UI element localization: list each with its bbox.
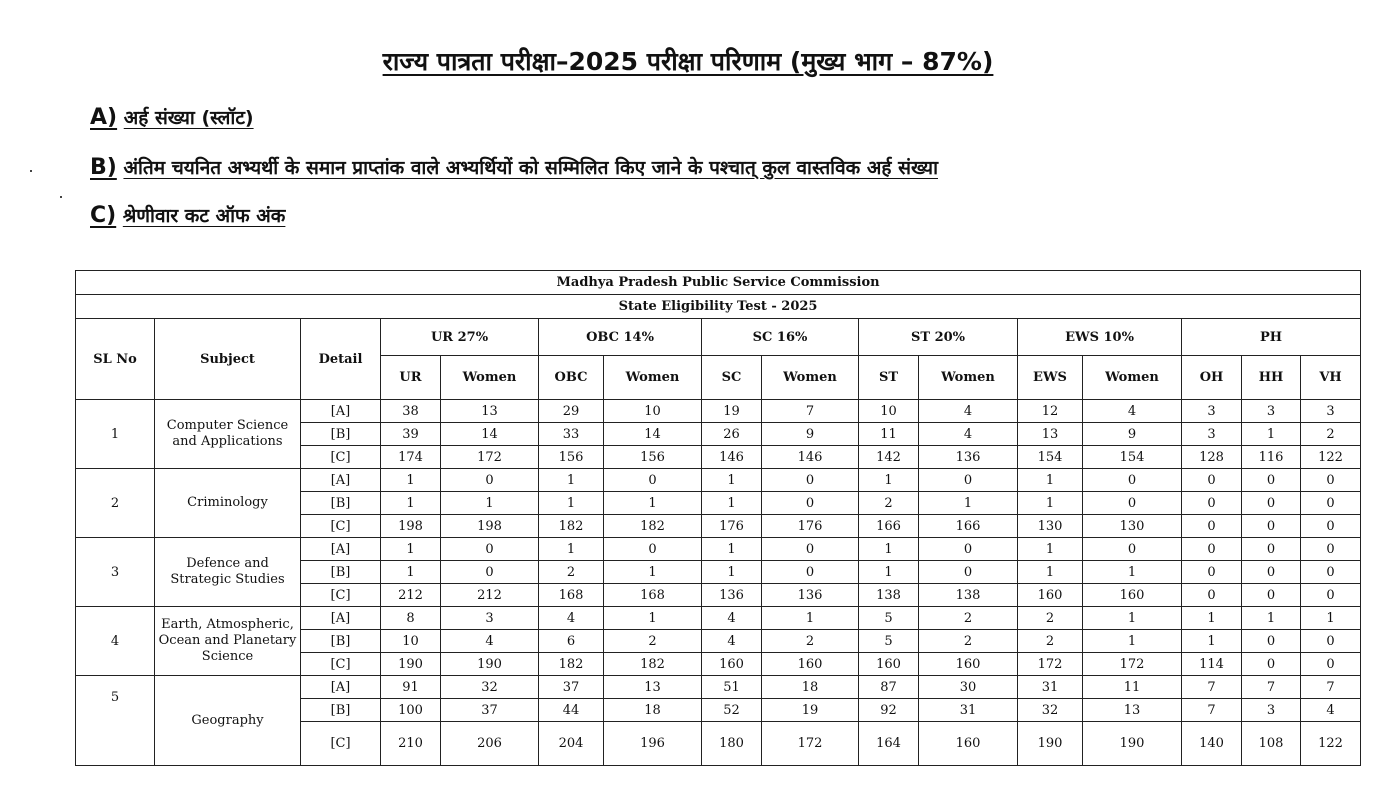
value-cell: 1: [604, 607, 702, 630]
value-cell: 182: [539, 515, 604, 538]
value-cell: 0: [762, 561, 859, 584]
value-cell: 10: [381, 630, 441, 653]
value-cell: 160: [919, 722, 1018, 766]
value-cell: 0: [1182, 469, 1242, 492]
value-cell: 11: [859, 423, 919, 446]
detail-cell: [C]: [301, 722, 381, 766]
value-cell: 2: [919, 607, 1018, 630]
value-cell: 9: [762, 423, 859, 446]
subcol-header: Women: [1083, 356, 1182, 400]
value-cell: 7: [1182, 676, 1242, 699]
value-cell: 1: [539, 492, 604, 515]
value-cell: 1: [604, 492, 702, 515]
sl-no-cell: 4: [76, 607, 155, 676]
value-cell: 0: [1301, 653, 1361, 676]
value-cell: 1: [859, 538, 919, 561]
value-cell: 91: [381, 676, 441, 699]
value-cell: 1: [1182, 630, 1242, 653]
value-cell: 7: [762, 400, 859, 423]
value-cell: 114: [1182, 653, 1242, 676]
value-cell: 12: [1018, 400, 1083, 423]
value-cell: 172: [1018, 653, 1083, 676]
value-cell: 11: [1083, 676, 1182, 699]
value-cell: 5: [859, 607, 919, 630]
value-cell: 0: [919, 538, 1018, 561]
value-cell: 0: [1083, 538, 1182, 561]
value-cell: 14: [604, 423, 702, 446]
subcol-header: Women: [762, 356, 859, 400]
value-cell: 13: [441, 400, 539, 423]
subcol-header: Women: [604, 356, 702, 400]
value-cell: 146: [702, 446, 762, 469]
value-cell: 0: [1182, 584, 1242, 607]
sl-no-cell: 3: [76, 538, 155, 607]
col-subject: Subject: [155, 319, 301, 400]
value-cell: 7: [1301, 676, 1361, 699]
value-cell: 1: [859, 561, 919, 584]
table-row: [76, 607, 1361, 630]
value-cell: 176: [702, 515, 762, 538]
group-header: UR 27%: [381, 319, 539, 356]
value-cell: 0: [1242, 584, 1301, 607]
value-cell: 1: [1018, 538, 1083, 561]
value-cell: 176: [762, 515, 859, 538]
value-cell: 4: [1301, 699, 1361, 722]
value-cell: 18: [604, 699, 702, 722]
value-cell: 1: [1083, 630, 1182, 653]
detail-cell: [C]: [301, 515, 381, 538]
detail-cell: [B]: [301, 630, 381, 653]
value-cell: 1: [919, 492, 1018, 515]
value-cell: 138: [859, 584, 919, 607]
value-cell: 166: [859, 515, 919, 538]
value-cell: 136: [702, 584, 762, 607]
value-cell: 37: [539, 676, 604, 699]
value-cell: 18: [762, 676, 859, 699]
value-cell: 210: [381, 722, 441, 766]
value-cell: 0: [919, 469, 1018, 492]
value-cell: 3: [1242, 400, 1301, 423]
value-cell: 116: [1242, 446, 1301, 469]
value-cell: 166: [919, 515, 1018, 538]
value-cell: 206: [441, 722, 539, 766]
value-cell: 1: [762, 607, 859, 630]
value-cell: 9: [1083, 423, 1182, 446]
value-cell: 160: [859, 653, 919, 676]
value-cell: 1: [381, 469, 441, 492]
value-cell: 1: [1018, 469, 1083, 492]
value-cell: 136: [762, 584, 859, 607]
value-cell: 154: [1018, 446, 1083, 469]
sl-no-cell: 1: [76, 400, 155, 469]
value-cell: 3: [1301, 400, 1361, 423]
subcol-header: OBC: [539, 356, 604, 400]
sl-no-cell: 2: [76, 469, 155, 538]
value-cell: 1: [381, 561, 441, 584]
value-cell: 0: [604, 538, 702, 561]
value-cell: 2: [859, 492, 919, 515]
table-row: [76, 538, 1361, 561]
value-cell: 7: [1242, 676, 1301, 699]
value-cell: 0: [1242, 653, 1301, 676]
subcol-header: Women: [441, 356, 539, 400]
value-cell: 2: [1301, 423, 1361, 446]
value-cell: 1: [1018, 561, 1083, 584]
org-header: Madhya Pradesh Public Service Commission: [76, 271, 1361, 295]
value-cell: 1: [702, 492, 762, 515]
value-cell: 172: [762, 722, 859, 766]
value-cell: 160: [1083, 584, 1182, 607]
value-cell: 26: [702, 423, 762, 446]
value-cell: 4: [702, 630, 762, 653]
value-cell: 0: [1083, 469, 1182, 492]
detail-cell: [C]: [301, 653, 381, 676]
value-cell: 2: [604, 630, 702, 653]
subcol-header: UR: [381, 356, 441, 400]
value-cell: 0: [762, 469, 859, 492]
value-cell: 168: [604, 584, 702, 607]
value-cell: 2: [919, 630, 1018, 653]
value-cell: 172: [1083, 653, 1182, 676]
value-cell: 1: [381, 538, 441, 561]
detail-cell: [A]: [301, 538, 381, 561]
value-cell: 140: [1182, 722, 1242, 766]
value-cell: 1: [539, 538, 604, 561]
value-cell: 1: [1182, 607, 1242, 630]
value-cell: 0: [762, 492, 859, 515]
value-cell: 39: [381, 423, 441, 446]
note-c: C) श्रेणीवार कट ऑफ अंक: [90, 203, 286, 228]
value-cell: 1: [702, 561, 762, 584]
value-cell: 44: [539, 699, 604, 722]
table-row: [76, 400, 1361, 423]
group-header: EWS 10%: [1018, 319, 1182, 356]
value-cell: 180: [702, 722, 762, 766]
value-cell: 156: [604, 446, 702, 469]
value-cell: 154: [1083, 446, 1182, 469]
value-cell: 212: [381, 584, 441, 607]
value-cell: 0: [1182, 561, 1242, 584]
note-a: A) अर्ह संख्या (स्लॉट): [90, 105, 254, 130]
value-cell: 1: [1242, 607, 1301, 630]
value-cell: 13: [1018, 423, 1083, 446]
value-cell: 0: [1242, 469, 1301, 492]
value-cell: 0: [1242, 515, 1301, 538]
value-cell: 1: [381, 492, 441, 515]
value-cell: 1: [1083, 607, 1182, 630]
value-cell: 3: [1242, 699, 1301, 722]
value-cell: 0: [1301, 492, 1361, 515]
value-cell: 37: [441, 699, 539, 722]
value-cell: 19: [702, 400, 762, 423]
subcol-header: VH: [1301, 356, 1361, 400]
value-cell: 7: [1182, 699, 1242, 722]
value-cell: 0: [1083, 492, 1182, 515]
value-cell: 0: [1301, 630, 1361, 653]
detail-cell: [B]: [301, 492, 381, 515]
value-cell: 51: [702, 676, 762, 699]
value-cell: 212: [441, 584, 539, 607]
detail-cell: [A]: [301, 469, 381, 492]
subject-cell: Defence and Strategic Studies: [155, 538, 301, 607]
page-title: राज्य पात्रता परीक्षा–2025 परीक्षा परिणाम (मुख्य भाग – 87%): [382, 47, 994, 76]
value-cell: 92: [859, 699, 919, 722]
value-cell: 2: [1018, 630, 1083, 653]
value-cell: 122: [1301, 722, 1361, 766]
note-b: B) अंतिम चयनित अभ्यर्थी के समान प्राप्तांक वाले अभ्यर्थियों को सम्मिलित किए जाने के पश्चात् कुल वास्तविक अर्ह संख्या: [90, 155, 938, 180]
value-cell: 2: [539, 561, 604, 584]
value-cell: 182: [604, 515, 702, 538]
value-cell: 0: [441, 469, 539, 492]
value-cell: 52: [702, 699, 762, 722]
value-cell: 1: [1242, 423, 1301, 446]
value-cell: 0: [1301, 561, 1361, 584]
value-cell: 146: [762, 446, 859, 469]
value-cell: 4: [539, 607, 604, 630]
value-cell: 182: [604, 653, 702, 676]
subcol-header: HH: [1242, 356, 1301, 400]
value-cell: 4: [919, 400, 1018, 423]
detail-cell: [A]: [301, 400, 381, 423]
value-cell: 0: [1182, 515, 1242, 538]
value-cell: 1: [702, 469, 762, 492]
value-cell: 172: [441, 446, 539, 469]
value-cell: 31: [1018, 676, 1083, 699]
subject-cell: Computer Science and Applications: [155, 400, 301, 469]
group-header: ST 20%: [859, 319, 1018, 356]
value-cell: 0: [441, 561, 539, 584]
value-cell: 160: [762, 653, 859, 676]
value-cell: 2: [1018, 607, 1083, 630]
value-cell: 33: [539, 423, 604, 446]
value-cell: 190: [381, 653, 441, 676]
value-cell: 38: [381, 400, 441, 423]
value-cell: 19: [762, 699, 859, 722]
table-row: [76, 676, 1361, 699]
value-cell: 0: [1301, 469, 1361, 492]
value-cell: 10: [604, 400, 702, 423]
value-cell: 0: [919, 561, 1018, 584]
value-cell: 4: [702, 607, 762, 630]
value-cell: 1: [702, 538, 762, 561]
value-cell: 1: [1083, 561, 1182, 584]
value-cell: 138: [919, 584, 1018, 607]
value-cell: 31: [919, 699, 1018, 722]
value-cell: 168: [539, 584, 604, 607]
value-cell: 190: [1083, 722, 1182, 766]
value-cell: 6: [539, 630, 604, 653]
table-row: [76, 469, 1361, 492]
group-header: PH: [1182, 319, 1361, 356]
value-cell: 198: [441, 515, 539, 538]
value-cell: 0: [1242, 561, 1301, 584]
group-header: SC 16%: [702, 319, 859, 356]
value-cell: 108: [1242, 722, 1301, 766]
value-cell: 196: [604, 722, 702, 766]
group-header: OBC 14%: [539, 319, 702, 356]
value-cell: 0: [604, 469, 702, 492]
value-cell: 0: [762, 538, 859, 561]
value-cell: 8: [381, 607, 441, 630]
subcol-header: SC: [702, 356, 762, 400]
value-cell: 204: [539, 722, 604, 766]
detail-cell: [A]: [301, 607, 381, 630]
value-cell: 160: [1018, 584, 1083, 607]
value-cell: 5: [859, 630, 919, 653]
detail-cell: [C]: [301, 584, 381, 607]
value-cell: 30: [919, 676, 1018, 699]
detail-cell: [C]: [301, 446, 381, 469]
exam-header: State Eligibility Test - 2025: [76, 295, 1361, 319]
value-cell: 122: [1301, 446, 1361, 469]
value-cell: 0: [1301, 538, 1361, 561]
value-cell: 87: [859, 676, 919, 699]
subcol-header: OH: [1182, 356, 1242, 400]
value-cell: 3: [1182, 423, 1242, 446]
value-cell: 130: [1018, 515, 1083, 538]
value-cell: 4: [1083, 400, 1182, 423]
sl-no-cell: 5: [76, 676, 155, 766]
value-cell: 0: [1182, 492, 1242, 515]
value-cell: 1: [1301, 607, 1361, 630]
value-cell: 2: [762, 630, 859, 653]
value-cell: 1: [441, 492, 539, 515]
value-cell: 10: [859, 400, 919, 423]
value-cell: 0: [1301, 584, 1361, 607]
value-cell: 14: [441, 423, 539, 446]
subject-cell: Geography: [155, 676, 301, 766]
value-cell: 0: [1242, 630, 1301, 653]
scan-speck: [60, 196, 62, 198]
value-cell: 1: [859, 469, 919, 492]
value-cell: 0: [1242, 538, 1301, 561]
value-cell: 160: [702, 653, 762, 676]
value-cell: 160: [919, 653, 1018, 676]
value-cell: 190: [1018, 722, 1083, 766]
value-cell: 0: [441, 538, 539, 561]
value-cell: 156: [539, 446, 604, 469]
subcol-header: ST: [859, 356, 919, 400]
value-cell: 190: [441, 653, 539, 676]
value-cell: 128: [1182, 446, 1242, 469]
subcol-header: Women: [919, 356, 1018, 400]
value-cell: 174: [381, 446, 441, 469]
value-cell: 29: [539, 400, 604, 423]
value-cell: 13: [604, 676, 702, 699]
value-cell: 1: [604, 561, 702, 584]
scan-speck: [30, 170, 32, 172]
results-table: [75, 270, 1361, 766]
col-sl-no: SL No: [76, 319, 155, 400]
subject-cell: Earth, Atmospheric, Ocean and Planetary Science: [155, 607, 301, 676]
value-cell: 4: [919, 423, 1018, 446]
col-detail: Detail: [301, 319, 381, 400]
value-cell: 0: [1301, 515, 1361, 538]
detail-cell: [B]: [301, 699, 381, 722]
value-cell: 0: [1242, 492, 1301, 515]
value-cell: 0: [1182, 538, 1242, 561]
value-cell: 3: [1182, 400, 1242, 423]
value-cell: 182: [539, 653, 604, 676]
subject-cell: Criminology: [155, 469, 301, 538]
value-cell: 100: [381, 699, 441, 722]
detail-cell: [B]: [301, 423, 381, 446]
detail-cell: [A]: [301, 676, 381, 699]
subcol-header: EWS: [1018, 356, 1083, 400]
value-cell: 142: [859, 446, 919, 469]
value-cell: 198: [381, 515, 441, 538]
value-cell: 32: [441, 676, 539, 699]
value-cell: 136: [919, 446, 1018, 469]
value-cell: 1: [539, 469, 604, 492]
value-cell: 164: [859, 722, 919, 766]
detail-cell: [B]: [301, 561, 381, 584]
value-cell: 13: [1083, 699, 1182, 722]
value-cell: 130: [1083, 515, 1182, 538]
value-cell: 3: [441, 607, 539, 630]
value-cell: 1: [1018, 492, 1083, 515]
value-cell: 4: [441, 630, 539, 653]
value-cell: 32: [1018, 699, 1083, 722]
